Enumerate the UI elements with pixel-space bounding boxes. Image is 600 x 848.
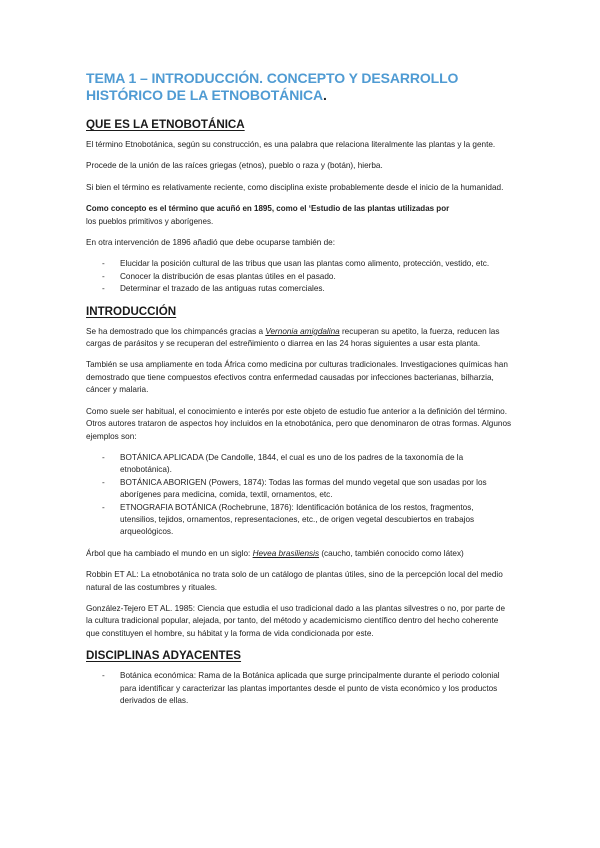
bullet-list bbox=[86, 670, 512, 707]
paragraph: También se usa ampliamente en toda África como medicina por culturas tradicionales. Investigaciones químicas han demostrado que tiene compuestos efectivos contra enfermedad causadas por infecciones bacterianas, bilharzia, cáncer y malaria. bbox=[86, 360, 508, 395]
paragraph: González-Tejero ET AL. 1985: Ciencia que estudia el uso tradicional dado a las plantas silvestres o no, por parte de la cultura tradicional popular, alejada, por tanto, del método y academicismo científico dentro del hecho coherente que constituyen el hombre, su hábitat y la forma de vida condicionada por este. bbox=[86, 603, 506, 638]
section-que-es bbox=[86, 118, 512, 296]
title-line-2: HISTÓRICO DE LA ETNOBOTÁNICA bbox=[86, 87, 324, 103]
paragraph: Procede de la unión de las raíces griegas (etnos), pueblo o raza y (botán), hierba. bbox=[86, 161, 383, 171]
scientific-name: Hevea brasiliensis bbox=[252, 548, 320, 558]
text-span: Se ha demostrado que los chimpancés gracias a bbox=[86, 326, 266, 336]
list-item: - BOTÁNICA APLICADA (De Candolle, 1844, el cual es uno de los padres de la taxonomía de la etnobotánica). bbox=[86, 452, 512, 477]
concept-text-cont: los pueblos primitivos y aborígenes. bbox=[86, 216, 214, 226]
paragraph bbox=[86, 203, 512, 228]
paragraph: En otra intervención de 1896 añadió que debe ocuparse también de: bbox=[86, 238, 335, 248]
title-line-1: TEMA 1 – INTRODUCCIÓN. CONCEPTO Y DESARROLLO bbox=[86, 70, 459, 86]
text-span: (caucho, también conocido como látex) bbox=[319, 548, 464, 558]
paragraph: Si bien el término es relativamente reciente, como disciplina existe probablemente desde el inicio de la humanidad. bbox=[86, 182, 504, 192]
document-title bbox=[86, 70, 512, 104]
list-item: - ETNOGRAFIA BOTÁNICA (Rochebrune, 1876): Identificación botánica de los restos, fragmentos, utensilios, tejidos, ornamentos, representaciones, etc., de origen vegetal descubiertos en trabajos arqueológicos. bbox=[86, 502, 512, 539]
paragraph: Robbin ET AL: La etnobotánica no trata solo de un catálogo de plantas útiles, sino de la percepción local del medio natural de las costumbres y rituales. bbox=[86, 570, 503, 592]
section-heading-que-es: QUE ES LA ETNOBOTÁNICA bbox=[86, 118, 245, 131]
list-item: - Determinar el trazado de las antiguas rutas comerciales. bbox=[86, 283, 512, 295]
section-introduccion bbox=[86, 305, 512, 641]
title-dot: . bbox=[323, 87, 327, 103]
bullet-list bbox=[86, 452, 512, 539]
text-span: recuperan su apetito, la fuerza, reducen las cargas de parásitos y se recuperan del estreñimiento o diarrea en las 24 horas siguientes a usar esta planta. bbox=[86, 326, 500, 349]
paragraph: Como suele ser habitual, el conocimiento e interés por este objeto de estudio fue anterior a la definición del término. Otros autores trataron de aspectos hoy incluidos en la etnobotánica, pero que denominaron de otras formas. Algunos ejemplos son: bbox=[86, 406, 512, 441]
list-item: - BOTÁNICA ABORIGEN (Powers, 1874): Todas las formas del mundo vegetal que son usadas por los aborígenes para medicina, comida, textil, ornamentos, etc. bbox=[86, 477, 512, 502]
paragraph bbox=[86, 548, 512, 560]
concept-text: Como concepto es el término que acuñó en 1895, como el ‘Estudio de las plantas utilizadas por bbox=[86, 204, 450, 214]
section-disciplinas bbox=[86, 649, 512, 707]
section-heading-introduccion: INTRODUCCIÓN bbox=[86, 304, 177, 318]
list-item: - Elucidar la posición cultural de las tribus que usan las plantas como alimento, protección, vestido, etc. bbox=[86, 258, 512, 270]
paragraph: El término Etnobotánica, según su construcción, es una palabra que relaciona literalmente las plantas y la gente. bbox=[86, 140, 496, 149]
list-item: - Botánica económica: Rama de la Botánica aplicada que surge principalmente durante el periodo colonial para identificar y caracterizar las plantas importantes desde el punto de vista económico y los productos derivados de ellas. bbox=[86, 670, 512, 707]
paragraph bbox=[86, 326, 512, 351]
section-heading-disciplinas: DISCIPLINAS ADYACENTES bbox=[86, 649, 242, 663]
list-item: - Conocer la distribución de esas plantas útiles en el pasado. bbox=[86, 271, 512, 283]
text-span: Árbol que ha cambiado el mundo en un siglo: bbox=[86, 548, 253, 558]
scientific-name: Vernonia amigdalina bbox=[265, 326, 340, 336]
bullet-list bbox=[86, 258, 512, 295]
